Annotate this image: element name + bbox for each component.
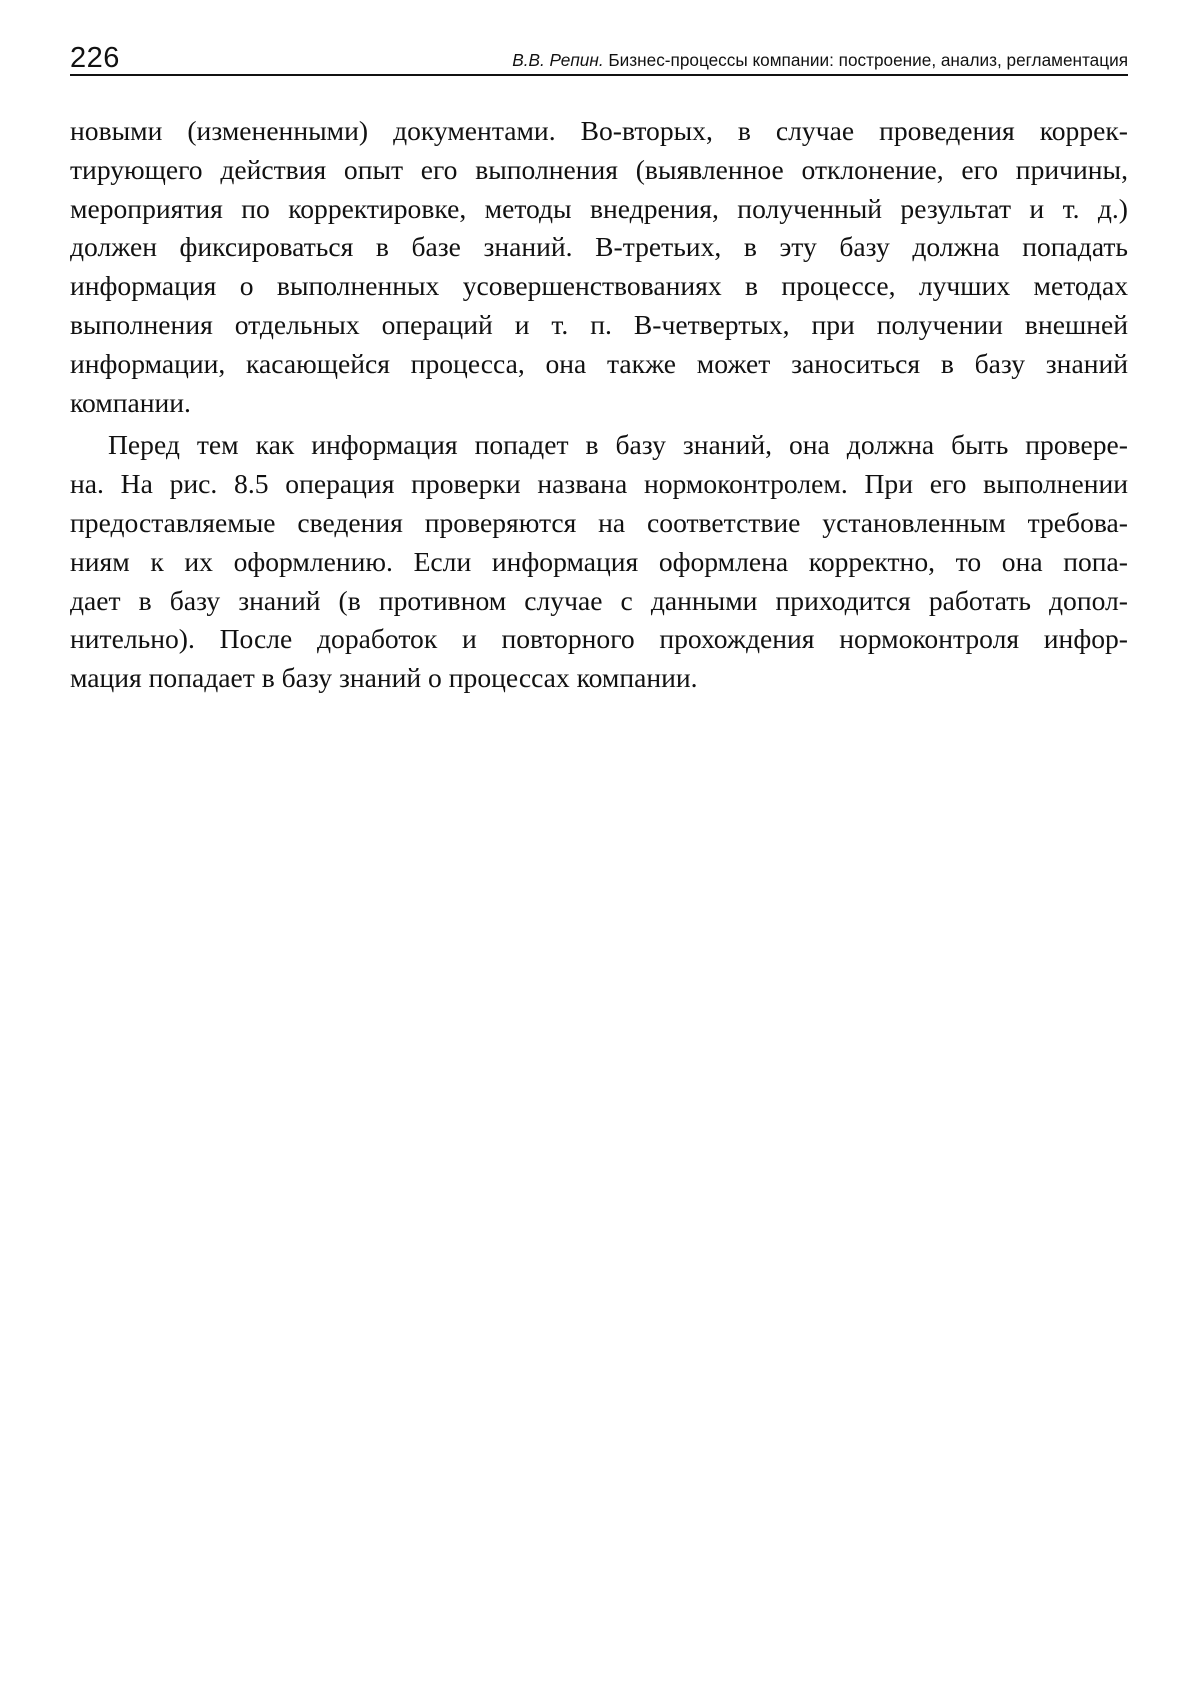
text-line: компании. (70, 386, 191, 418)
text-line: ниям к их оформлению. Если информация оформлена корректно, то она попа- (70, 545, 1128, 577)
running-head-title: Бизнес-процессы компании: построение, анализ, регламентация (603, 49, 1128, 70)
text-line: мероприятия по корректировке, методы внедрения, полученный результат и т. д.) (70, 192, 1128, 224)
text-line: мация попадает в базу знаний о процессах компании. (70, 662, 698, 694)
text-line: предоставляемые сведения проверяются на соответствие установленным требова- (70, 506, 1128, 538)
text-line: информация о выполненных усовершенствованиях в процессе, лучших методах (70, 270, 1128, 302)
text-line: Перед тем как информация попадет в базу знаний, она должна быть провере- (108, 429, 1128, 461)
paragraph-1 (70, 112, 1128, 422)
paragraph-2 (70, 426, 1128, 698)
page-number: 226 (70, 42, 120, 74)
text-line: на. На рис. 8.5 операция проверки названа нормоконтролем. При его выполнении (70, 468, 1128, 500)
text-line: нительно). После доработок и повторного прохождения нормоконтроля инфор- (70, 623, 1128, 655)
page-header (70, 36, 1128, 76)
text-line: новыми (измененными) документами. Во-вторых, в случае проведения коррек- (70, 115, 1128, 146)
running-head-author: В.В. Репин. (512, 49, 604, 70)
text-line: тирующего действия опыт его выполнения (выявленное отклонение, его причины, (70, 153, 1128, 185)
running-head (512, 49, 1128, 70)
body-text (70, 112, 1128, 698)
text-line: информации, касающейся процесса, она также может заноситься в базу знаний (70, 347, 1128, 379)
text-line: дает в базу знаний (в противном случае с данными приходится работать допол- (70, 584, 1128, 616)
text-line: должен фиксироваться в базе знаний. В-третьих, в эту базу должна попадать (70, 231, 1128, 263)
text-line: выполнения отдельных операций и т. п. В-четвертых, при получении внешней (70, 308, 1128, 340)
